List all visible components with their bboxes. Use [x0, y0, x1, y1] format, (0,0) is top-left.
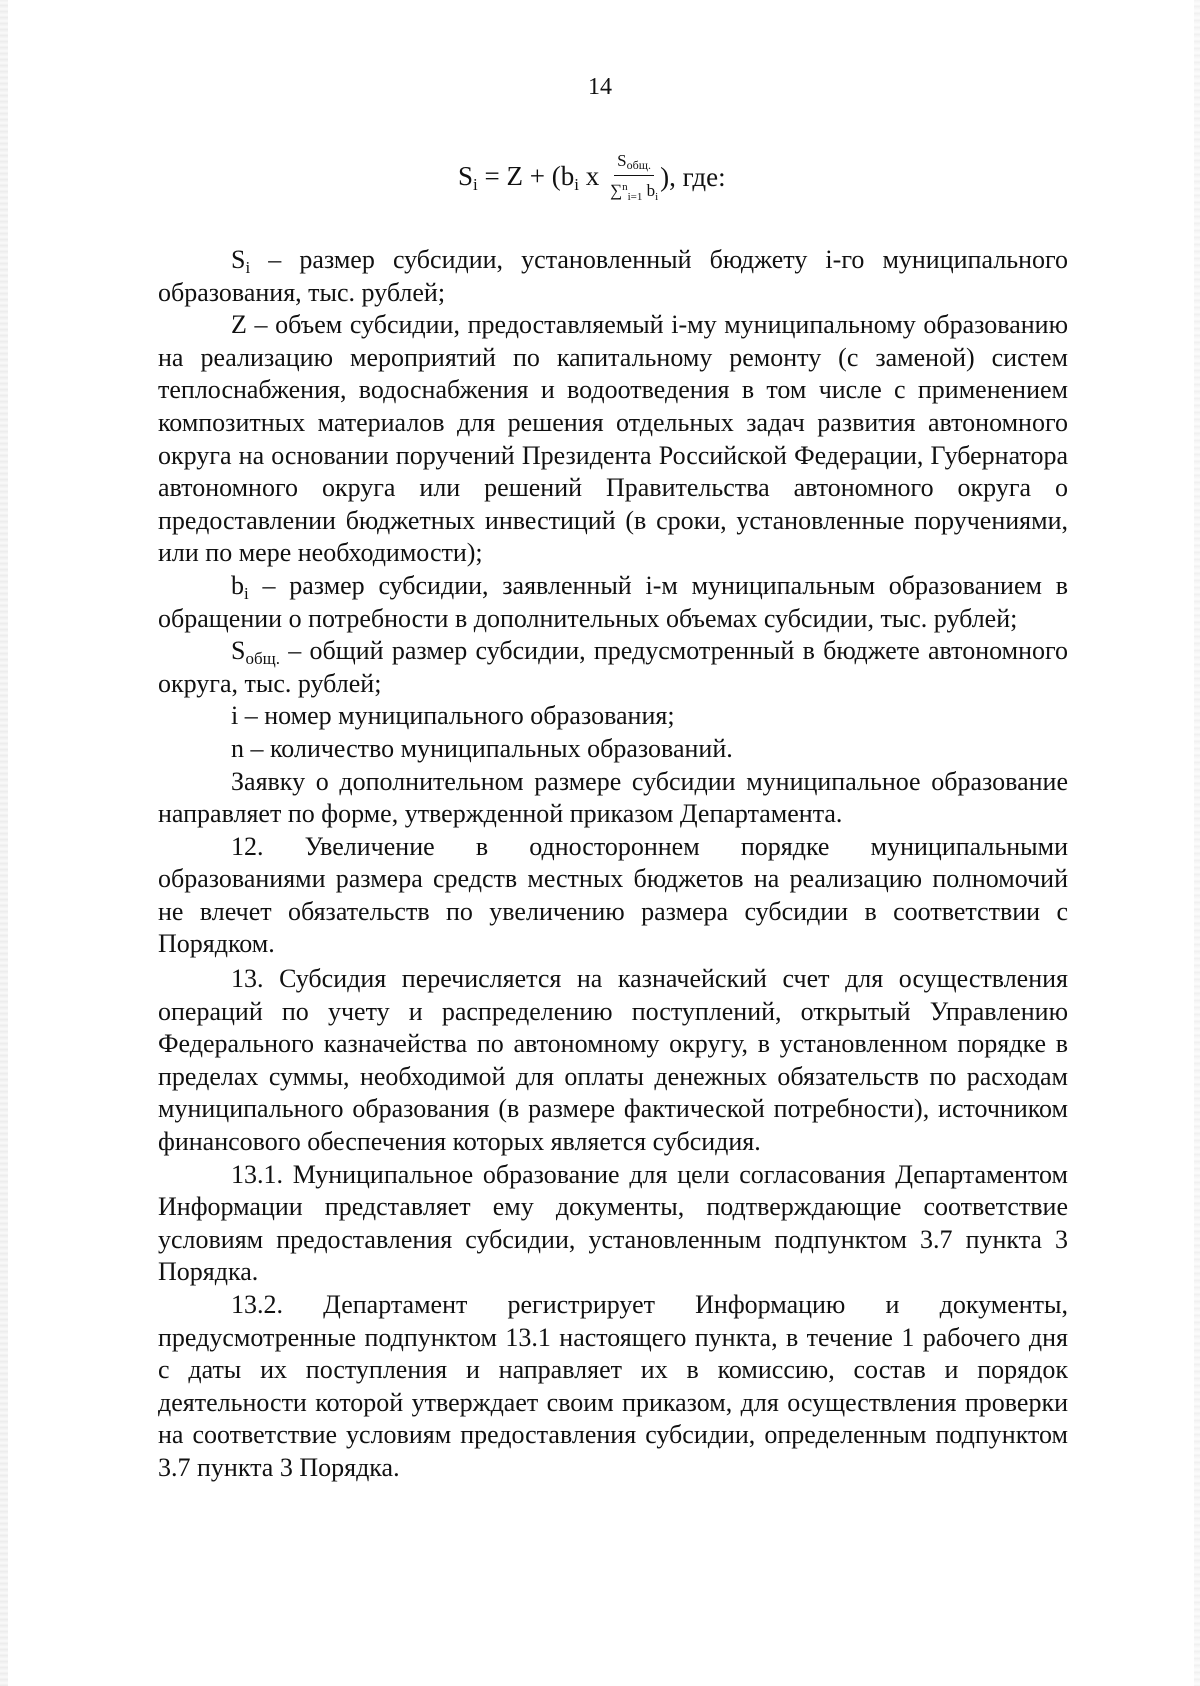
paragraph-si-definition: $S_i$ – размер субсидии, установленный бюджету i-го муниципального образования, тыс. рублей;	[158, 245, 1068, 307]
paragraph-item-13-2: 13.2. Департамент регистрирует Информацию и документы, предусмотренные подпунктом 13.1 настоящего пункта, в течение 1 рабочего дня с даты их поступления и направляет их в комиссию, состав и порядок деятельности которой утверждает своим приказом, для осуществления проверки на соответствие условиям предоставления субсидии, определенным подпунктом 3.7 пункта 3 Порядка.	[158, 1290, 1068, 1482]
paragraph-item-13: 13. Субсидия перечисляется на казначейский счет для осуществления операций по учету и распределению поступлений, открытый Управлению Федерального казначейства по автономному округу, в установленном порядке в пределах суммы, необходимой для оплаты денежных обязательств по расходам муниципального образования (в размере фактической потребности), источником финансового обеспечения которых является субсидия.	[158, 964, 1068, 1157]
paragraph-sobsh-definition: $S_{общ.}$ – общий размер субсидии, предусмотренный в бюджете автономного округа, тыс. рублей;	[158, 636, 1068, 698]
subsidy-formula	[458, 150, 726, 205]
body-text	[158, 244, 1068, 1485]
paragraph-application: Заявку о дополнительном размере субсидии муниципальное образование направляет по форме, утвержденной приказом Департамента.	[158, 766, 1068, 829]
formula-fraction	[610, 152, 658, 207]
paragraph-n-definition: n – количество муниципальных образований.	[231, 733, 733, 763]
fraction-denominator: ∑$^n_{i=1}$ $b_i$	[609, 181, 659, 203]
fraction-numerator: $S_{общ.}$	[614, 152, 654, 176]
scan-edge-right	[1194, 0, 1200, 1686]
paragraph-i-definition: i – номер муниципального образования;	[231, 701, 675, 731]
formula-lhs: $S_i$	[458, 160, 478, 194]
paragraph-item-13-1: 13.1. Муниципальное образование для цели согласования Департаментом Информации представляет ему документы, подтверждающие соответствие условиям предоставления субсидии, установленным подпунктом 3.7 пункта 3 Порядка.	[158, 1159, 1068, 1287]
scan-edge-left	[0, 0, 8, 1686]
formula-suffix: ), где:	[660, 162, 726, 192]
paragraph-item-12: 12. Увеличение в одностороннем порядке муниципальными образованиями размера средств местных бюджетов на реализацию полномочий не влечет обязательств по увеличению размера субсидии в соответствии с Порядком.	[158, 831, 1068, 959]
paragraph-z-definition: Z – объем субсидии, предоставляемый i-му муниципальному образованию на реализацию мероприятий по капитальному ремонту (с заменой) систем теплоснабжения, водоснабжения и водоотведения в том числе с применением композитных материалов для решения отдельных задач развития автономного округа на основании поручений Президента Российской Федерации, Губернатора автономного округа или решений Правительства автономного округа о предоставлении бюджетных инвестиций (в сроки, установленные поручениями, или по мере необходимости);	[158, 310, 1068, 568]
page-number: 14	[588, 74, 612, 100]
paragraph-bi-definition: $b_i$ – размер субсидии, заявленный i-м муниципальным образованием в обращении о потребности в дополнительных объемах субсидии, тыс. рублей;	[158, 570, 1068, 633]
formula-rhs-prefix: = $Z + (b_i$ x	[477, 160, 606, 194]
